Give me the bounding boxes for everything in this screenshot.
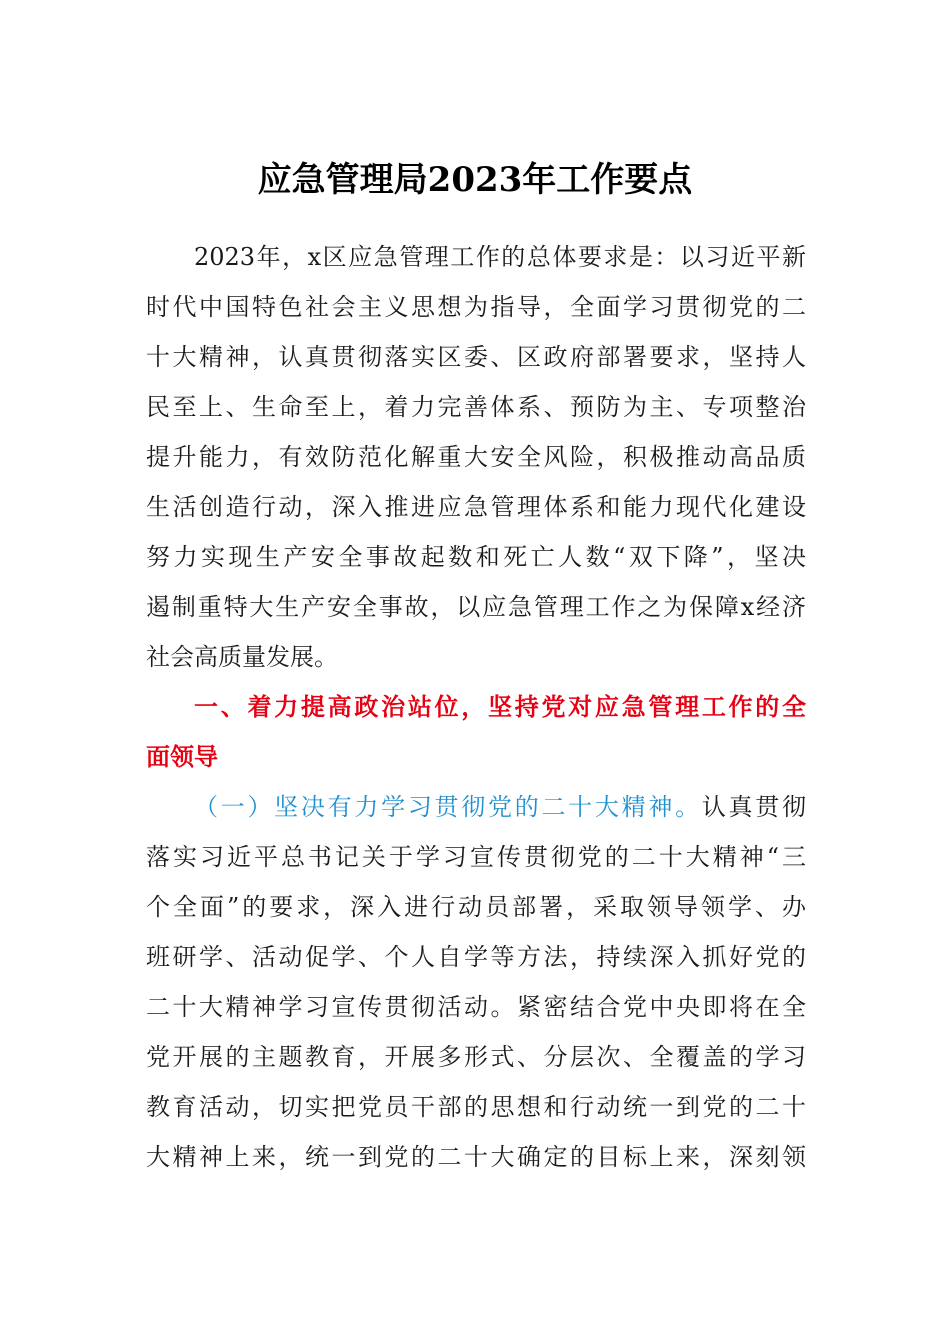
body-line: 教育活动，切实把党员干部的思想和行动统一到党的二十 [146,1093,806,1121]
subsection-title: （一）坚决有力学习贯彻党的二十大精神。 [194,793,702,821]
body-line: 大精神上来，统一到党的二十大确定的目标上来，深刻领 [146,1143,806,1171]
intro-line: 民至上、生命至上，着力完善体系、预防为主、专项整治 [146,393,806,421]
intro-line: 提升能力，有效防范化解重大安全风险，积极推动高品质 [146,443,806,471]
intro-line: 遏制重特大生产安全事故，以应急管理工作之为保障x经济 [146,593,806,621]
body-line: 党开展的主题教育，开展多形式、分层次、全覆盖的学习 [146,1043,806,1071]
document-title: 应急管理局2023年工作要点 [257,160,693,200]
section-heading: 一、着力提高政治站位，坚持党对应急管理工作的全 [194,693,806,721]
intro-line: 社会高质量发展。 [146,643,338,671]
intro-line: 生活创造行动，深入推进应急管理体系和能力现代化建设 [146,493,806,521]
subsection-first-line [194,782,806,832]
intro-line: 努力实现生产安全事故起数和死亡人数“双下降”，坚决 [146,543,806,571]
intro-line: 时代中国特色社会主义思想为指导，全面学习贯彻党的二 [146,293,806,321]
body-line: 落实习近平总书记关于学习宣传贯彻党的二十大精神“三 [146,843,806,871]
intro-line: 2023年，x区应急管理工作的总体要求是：以习近平新 [194,243,806,271]
section-heading: 面领导 [146,743,218,771]
body-line: 班研学、活动促学、个人自学等方法，持续深入抓好党的 [146,943,806,971]
body-line: 二十大精神学习宣传贯彻活动。紧密结合党中央即将在全 [146,993,806,1021]
intro-line: 十大精神，认真贯彻落实区委、区政府部署要求，坚持人 [146,343,806,371]
subsection-text: 认真贯彻 [701,793,807,821]
body-line: 个全面”的要求，深入进行动员部署，采取领导领学、办 [146,893,806,921]
